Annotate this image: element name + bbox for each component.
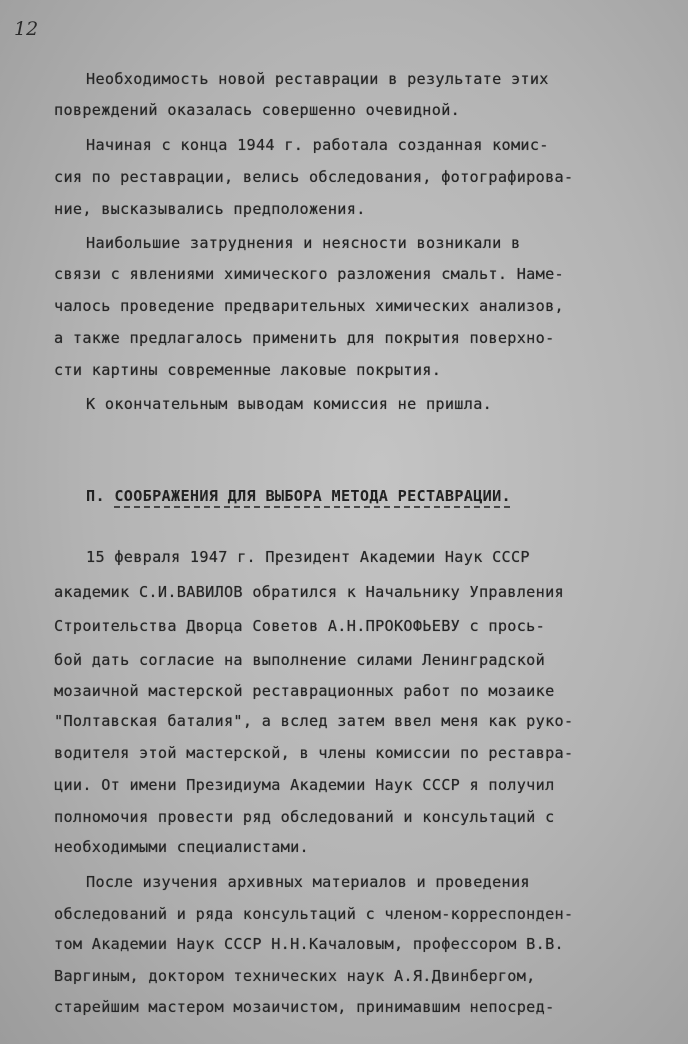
- text-line: После изучения архивных материалов и проведения: [86, 873, 530, 891]
- text-line: академик С.И.ВАВИЛОВ обратился к Начальнику Управления: [54, 583, 564, 601]
- text-line: Необходимость новой реставрации в результате этих: [86, 70, 549, 88]
- text-line: бой дать согласие на выполнение силами Ленинградской: [54, 651, 546, 669]
- text-line: полномочия провести ряд обследований и консультаций с: [54, 808, 555, 826]
- text-line: 15 февраля 1947 г. Президент Академии Наук СССР: [86, 548, 530, 566]
- text-line: водителя этой мастерской, в члены комиссии по реставра-: [54, 744, 574, 762]
- text-line: Строительства Дворца Советов А.Н.ПРОКОФЬЕВУ с прось-: [54, 617, 546, 635]
- section-heading-title: СООБРАЖЕНИЯ ДЛЯ ВЫБОРА МЕТОДА РЕСТАВРАЦИИ.: [114, 487, 511, 505]
- section-heading-number: П.: [86, 487, 105, 505]
- text-line: повреждений оказалась совершенно очевидной.: [54, 101, 461, 119]
- text-line: ние, высказывались предположения.: [54, 200, 366, 218]
- text-line: обследований и ряда консультаций с членом-корреспонден-: [54, 905, 574, 923]
- text-line: а также предлагалось применить для покрытия поверхно-: [54, 329, 555, 347]
- section-heading: [86, 487, 511, 505]
- text-line: чалось проведение предварительных химических анализов,: [54, 297, 564, 315]
- text-line: необходимыми специалистами.: [54, 838, 309, 856]
- text-line: ции. От имени Президиума Академии Наук СССР я получил: [54, 776, 555, 794]
- text-line: сти картины современные лаковые покрытия.: [54, 361, 442, 379]
- text-line: "Полтавская баталия", а вслед затем ввел меня как руко-: [54, 712, 574, 730]
- text-line: Начиная с конца 1944 г. работала созданная комис-: [86, 136, 549, 154]
- text-line: Наибольшие затруднения и неясности возникали в: [86, 234, 521, 252]
- text-line: Варгиным, доктором технических наук А.Я.Двинбергом,: [54, 967, 536, 985]
- text-line: старейшим мастером мозаичистом, принимавшим непосред-: [54, 998, 555, 1016]
- page-number: 12: [14, 18, 39, 40]
- text-line: К окончательным выводам комиссия не пришла.: [86, 395, 493, 413]
- text-line: связи с явлениями химического разложения смальт. Наме-: [54, 265, 564, 283]
- text-line: мозаичной мастерской реставрационных работ по мозаике: [54, 682, 555, 700]
- text-line: том Академии Наук СССР Н.Н.Качаловым, профессором В.В.: [54, 935, 564, 953]
- text-line: сия по реставрации, велись обследования, фотографирова-: [54, 168, 574, 186]
